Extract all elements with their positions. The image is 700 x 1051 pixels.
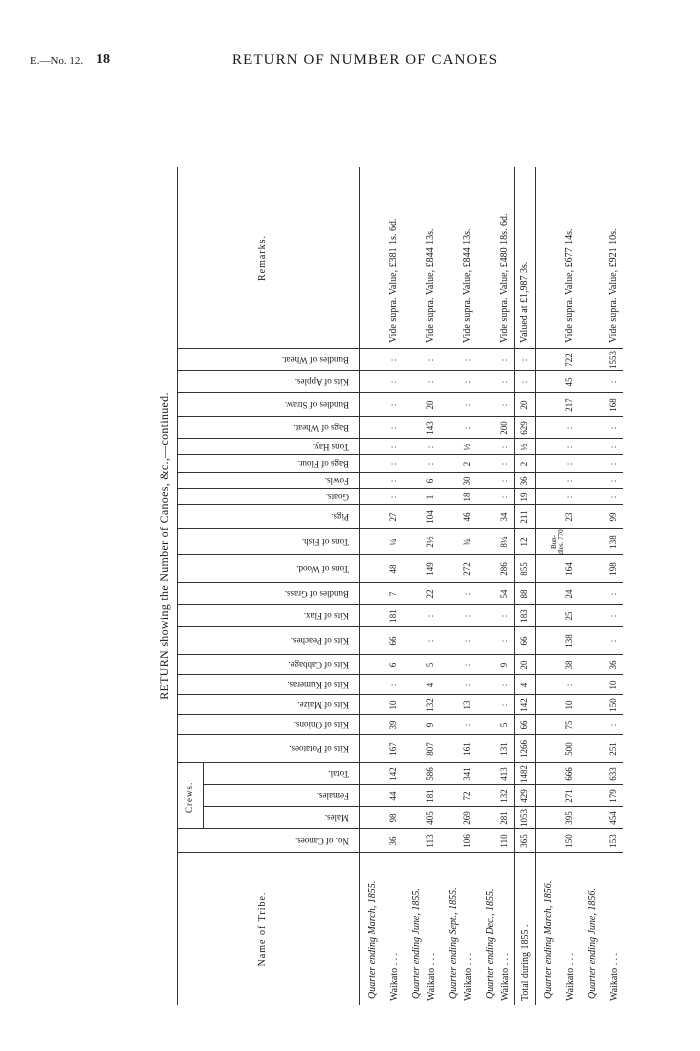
row-tribe: Waikato . . . (426, 952, 437, 1001)
empty-cell: : (519, 380, 529, 384)
table-cell: 1 (425, 494, 435, 500)
table-cell: 104 (425, 510, 435, 524)
table-cell: 10 (608, 680, 618, 690)
empty-cell: : (608, 592, 618, 596)
table-cell: 12 (519, 537, 529, 547)
table-cell: 34 (499, 512, 509, 522)
table-cell: 20 (519, 400, 529, 410)
column-rule (177, 694, 623, 695)
table-cell: 19 (519, 492, 529, 502)
empty-cell: : (499, 479, 509, 483)
empty-cell: : (608, 723, 618, 727)
table-cell: 211 (519, 510, 529, 524)
empty-cell: : (388, 403, 398, 407)
column-rule (177, 438, 623, 439)
table-cell: 150 (608, 698, 618, 712)
table-caption: RETURN showing the Number of Canoes, &c.,—continued. (157, 392, 171, 700)
row-period: Quarter ending June, 1856. (587, 888, 598, 999)
table-cell: 110 (499, 834, 509, 848)
row-period: Quarter ending March, 1856. (543, 880, 554, 999)
table-cell: 2 (462, 461, 472, 467)
table-cell: 405 (425, 811, 435, 825)
empty-cell: : (608, 614, 618, 618)
table-cell: 1482 (519, 765, 529, 783)
column-header: Name of Tribe. (257, 891, 268, 967)
column-rule (177, 828, 623, 829)
table-cell: 18 (462, 492, 472, 502)
table-cell: 168 (608, 398, 618, 412)
column-rule (177, 488, 623, 489)
column-header: Females. (316, 791, 349, 802)
table-cell: 217 (564, 398, 574, 412)
empty-cell: : (499, 380, 509, 384)
empty-cell: : (425, 639, 435, 643)
table-cell: 142 (519, 698, 529, 712)
table-cell: 44 (388, 791, 398, 801)
table-cell: 98 (388, 813, 398, 823)
row-rule (514, 167, 515, 1005)
table-cell: 20 (519, 660, 529, 670)
empty-cell: : (608, 495, 618, 499)
column-rule (177, 348, 623, 349)
table-cell: 413 (499, 767, 509, 781)
row-period: Quarter ending Sept., 1855. (448, 887, 459, 999)
table-cell: Vide supra. Value, £381 1s. 6d. (388, 218, 399, 343)
empty-cell: : (499, 683, 509, 687)
table-cell: 149 (425, 562, 435, 576)
table-cell: 38 (564, 660, 574, 670)
empty-cell: : (462, 380, 472, 384)
table-cell: 183 (519, 609, 529, 623)
page-header (0, 52, 700, 74)
table-cell: 629 (519, 421, 529, 435)
empty-cell: : (564, 495, 574, 499)
table-cell: 142 (388, 767, 398, 781)
table-cell: 23 (564, 512, 574, 522)
table-cell: 181 (388, 609, 398, 623)
table-cell: Vide supra. Value, £480 18s. 6d. (499, 213, 510, 343)
table-cell: Bun- dles. 770 (550, 529, 565, 555)
row-rule (535, 167, 536, 1005)
table-cell: 167 (388, 742, 398, 756)
column-header: Tons of Wood. (296, 564, 349, 575)
table-cell: 6 (425, 478, 435, 484)
empty-cell: : (425, 445, 435, 449)
column-rule (177, 734, 623, 735)
column-header: Kits of Potatoes. (289, 744, 349, 755)
column-header: Goats. (325, 492, 349, 503)
table-cell: 4 (425, 682, 435, 688)
empty-cell: : (462, 683, 472, 687)
table-cell: 13 (462, 700, 472, 710)
column-header: Tons Hay. (312, 442, 349, 453)
table-cell: 46 (462, 512, 472, 522)
empty-cell: : (564, 479, 574, 483)
page-title: RETURN OF NUMBER OF CANOES (232, 52, 499, 68)
empty-cell: : (499, 639, 509, 643)
empty-cell: : (608, 462, 618, 466)
column-header: Tons of Fish. (301, 537, 349, 548)
table-cell: 1553 (608, 351, 618, 369)
table-cell: 807 (425, 742, 435, 756)
table-cell: 10 (564, 700, 574, 710)
table-cell: Vide supra. Value, £677 14s. (564, 228, 575, 343)
column-header: Total. (328, 769, 349, 780)
row-period: Quarter ending June, 1855. (411, 888, 422, 999)
table-cell: 66 (519, 636, 529, 646)
column-rule (177, 852, 623, 853)
column-header: Bundles of Straw. (284, 400, 349, 411)
column-header: No. of Canoes. (295, 836, 349, 847)
table-top-rule (177, 167, 178, 1005)
empty-cell: : (425, 380, 435, 384)
column-header: Bundles of Grass. (284, 589, 349, 600)
table-cell: 5 (425, 662, 435, 668)
column-header: Pigs. (331, 512, 349, 523)
column-header: Kits of Onions. (293, 720, 349, 731)
table-cell: 5 (499, 722, 509, 728)
table-cell: 132 (425, 698, 435, 712)
row-tribe: Waikato . . . (463, 952, 474, 1001)
table-cell: 143 (425, 421, 435, 435)
column-header: Kits of Flax. (303, 611, 349, 622)
column-rule (177, 454, 623, 455)
table-cell: 22 (425, 589, 435, 599)
empty-cell: : (564, 683, 574, 687)
empty-cell: : (462, 592, 472, 596)
table-cell: 2 (519, 461, 529, 467)
row-tribe: Waikato . . . (389, 952, 400, 1001)
empty-cell: : (462, 639, 472, 643)
column-header: Bags of Flour. (297, 459, 349, 470)
empty-cell: : (462, 358, 472, 362)
column-rule (177, 370, 623, 371)
table-cell: 181 (425, 789, 435, 803)
table-cell: 251 (608, 742, 618, 756)
table-cell: 855 (519, 562, 529, 576)
column-header: Fowls. (324, 476, 349, 487)
crews-group-rule (203, 763, 204, 829)
table-cell: 271 (564, 789, 574, 803)
row-tribe: Waikato . . . (609, 952, 620, 1001)
empty-cell: : (462, 614, 472, 618)
empty-cell: : (388, 358, 398, 362)
row-tribe: Waikato . . . (500, 952, 511, 1001)
column-rule (177, 392, 623, 393)
table-cell: 161 (462, 742, 472, 756)
table-cell: 666 (564, 767, 574, 781)
empty-cell: : (608, 479, 618, 483)
empty-cell: : (388, 495, 398, 499)
empty-cell: : (425, 614, 435, 618)
table-cell: 99 (608, 512, 618, 522)
table-cell: 36 (388, 836, 398, 846)
empty-cell: : (388, 426, 398, 430)
crews-group-header: Crews. (184, 781, 194, 813)
table-cell: 131 (499, 742, 509, 756)
table-cell: 269 (462, 811, 472, 825)
empty-cell: : (425, 358, 435, 362)
column-rule (177, 674, 623, 675)
column-rule (203, 784, 623, 785)
table-cell: Vide supra. Value, £921 10s. (608, 228, 619, 343)
empty-cell: : (564, 462, 574, 466)
table-cell: Vide supra. Value, £844 13s. (462, 228, 473, 343)
empty-cell: : (608, 639, 618, 643)
table-cell: 286 (499, 562, 509, 576)
page-number: 18 (96, 52, 110, 67)
table-cell: 138 (608, 535, 618, 549)
empty-cell: : (388, 462, 398, 466)
column-rule (177, 626, 623, 627)
table-cell: ½ (462, 443, 472, 451)
empty-cell: : (499, 495, 509, 499)
table-cell: 272 (462, 562, 472, 576)
table-cell: 7 (388, 591, 398, 597)
canoe-return-table (157, 87, 623, 1005)
column-header: Kits of Peaches. (290, 636, 349, 647)
column-rule (177, 416, 623, 417)
empty-cell: : (564, 426, 574, 430)
empty-cell: : (462, 426, 472, 430)
table-cell: 6 (388, 662, 398, 668)
empty-cell: : (462, 403, 472, 407)
table-cell: 9 (425, 722, 435, 728)
empty-cell: : (564, 445, 574, 449)
empty-cell: : (388, 380, 398, 384)
table-cell: 36 (519, 476, 529, 486)
table-cell: 1053 (519, 809, 529, 827)
column-header: Kits of Apples. (294, 377, 349, 388)
table-cell: 45 (564, 377, 574, 387)
column-header: Bundles of Wheat. (281, 355, 349, 366)
table-cell: 395 (564, 811, 574, 825)
table-cell: 429 (519, 789, 529, 803)
table-cell: 72 (462, 791, 472, 801)
table-cell: 75 (564, 720, 574, 730)
table-cell: 365 (519, 834, 529, 848)
document-code: E.—No. 12. (30, 55, 84, 67)
empty-cell: : (388, 683, 398, 687)
table-cell: 281 (499, 811, 509, 825)
table-cell: 722 (564, 353, 574, 367)
column-header: Remarks. (257, 234, 268, 282)
empty-cell: : (519, 358, 529, 362)
table-cell: 20 (425, 400, 435, 410)
empty-cell: : (462, 663, 472, 667)
column-rule (177, 654, 623, 655)
table-cell: 341 (462, 767, 472, 781)
row-period: Quarter ending Dec., 1855. (485, 888, 496, 999)
table-cell: ½ (519, 443, 529, 451)
column-header: Bags of Wheat. (293, 423, 349, 434)
empty-cell: : (499, 614, 509, 618)
empty-cell: : (608, 380, 618, 384)
table-cell: 113 (425, 834, 435, 848)
table-cell: 4 (519, 682, 529, 688)
column-rule (177, 504, 623, 505)
table-cell: 500 (564, 742, 574, 756)
empty-cell: : (608, 426, 618, 430)
table-cell: 633 (608, 767, 618, 781)
row-tribe: Waikato . . . (565, 952, 576, 1001)
table-cell: 153 (608, 834, 618, 848)
column-header: Kits of Cabbage. (288, 660, 349, 671)
table-cell: 150 (564, 834, 574, 848)
table-cell: ¼ (388, 538, 398, 546)
table-cell: ¾ (462, 538, 472, 546)
table-cell: 36 (608, 660, 618, 670)
column-header: Males. (324, 813, 349, 824)
table-cell: 66 (519, 720, 529, 730)
empty-cell: : (499, 462, 509, 466)
empty-cell: : (499, 403, 509, 407)
table-cell: 132 (499, 789, 509, 803)
table-cell: 8¼ (499, 536, 509, 548)
column-rule (177, 762, 623, 763)
table-cell: 200 (499, 421, 509, 435)
header-bottom-rule (359, 167, 360, 1005)
table-cell: 88 (519, 589, 529, 599)
table-cell: 179 (608, 789, 618, 803)
table-cell: Valued at £1,987 3s. (519, 261, 530, 343)
empty-cell: : (388, 445, 398, 449)
table-cell: 24 (564, 589, 574, 599)
column-rule (177, 582, 623, 583)
table-cell: 39 (388, 720, 398, 730)
column-rule (177, 472, 623, 473)
table-cell: 198 (608, 562, 618, 576)
column-rule (177, 714, 623, 715)
row-tribe: Total during 1855 . (520, 924, 531, 1001)
empty-cell: : (608, 445, 618, 449)
table-cell: 9 (499, 662, 509, 668)
table-cell: 48 (388, 564, 398, 574)
rotated-table-area (157, 87, 623, 1005)
table-cell: 586 (425, 767, 435, 781)
column-header: Kits of Maize. (297, 700, 349, 711)
table-cell: 10 (388, 700, 398, 710)
empty-cell: : (388, 479, 398, 483)
table-cell: 138 (564, 634, 574, 648)
table-cell: 25 (564, 611, 574, 621)
table-cell: Vide supra. Value, £844 13s. (425, 228, 436, 343)
row-period: Quarter ending March, 1855. (367, 880, 378, 999)
empty-cell: : (499, 358, 509, 362)
table-cell: 164 (564, 562, 574, 576)
empty-cell: : (499, 445, 509, 449)
table-cell: 66 (388, 636, 398, 646)
column-rule (203, 806, 623, 807)
column-rule (177, 604, 623, 605)
table-cell: 454 (608, 811, 618, 825)
column-header: Kits of Kumeras. (287, 680, 349, 691)
table-cell: 54 (499, 589, 509, 599)
table-cell: 106 (462, 834, 472, 848)
empty-cell: : (499, 703, 509, 707)
empty-cell: : (462, 723, 472, 727)
table-cell: 2½ (425, 536, 435, 548)
table-cell: 1266 (519, 740, 529, 758)
empty-cell: : (425, 462, 435, 466)
table-cell: 27 (388, 512, 398, 522)
table-cell: 30 (462, 476, 472, 486)
